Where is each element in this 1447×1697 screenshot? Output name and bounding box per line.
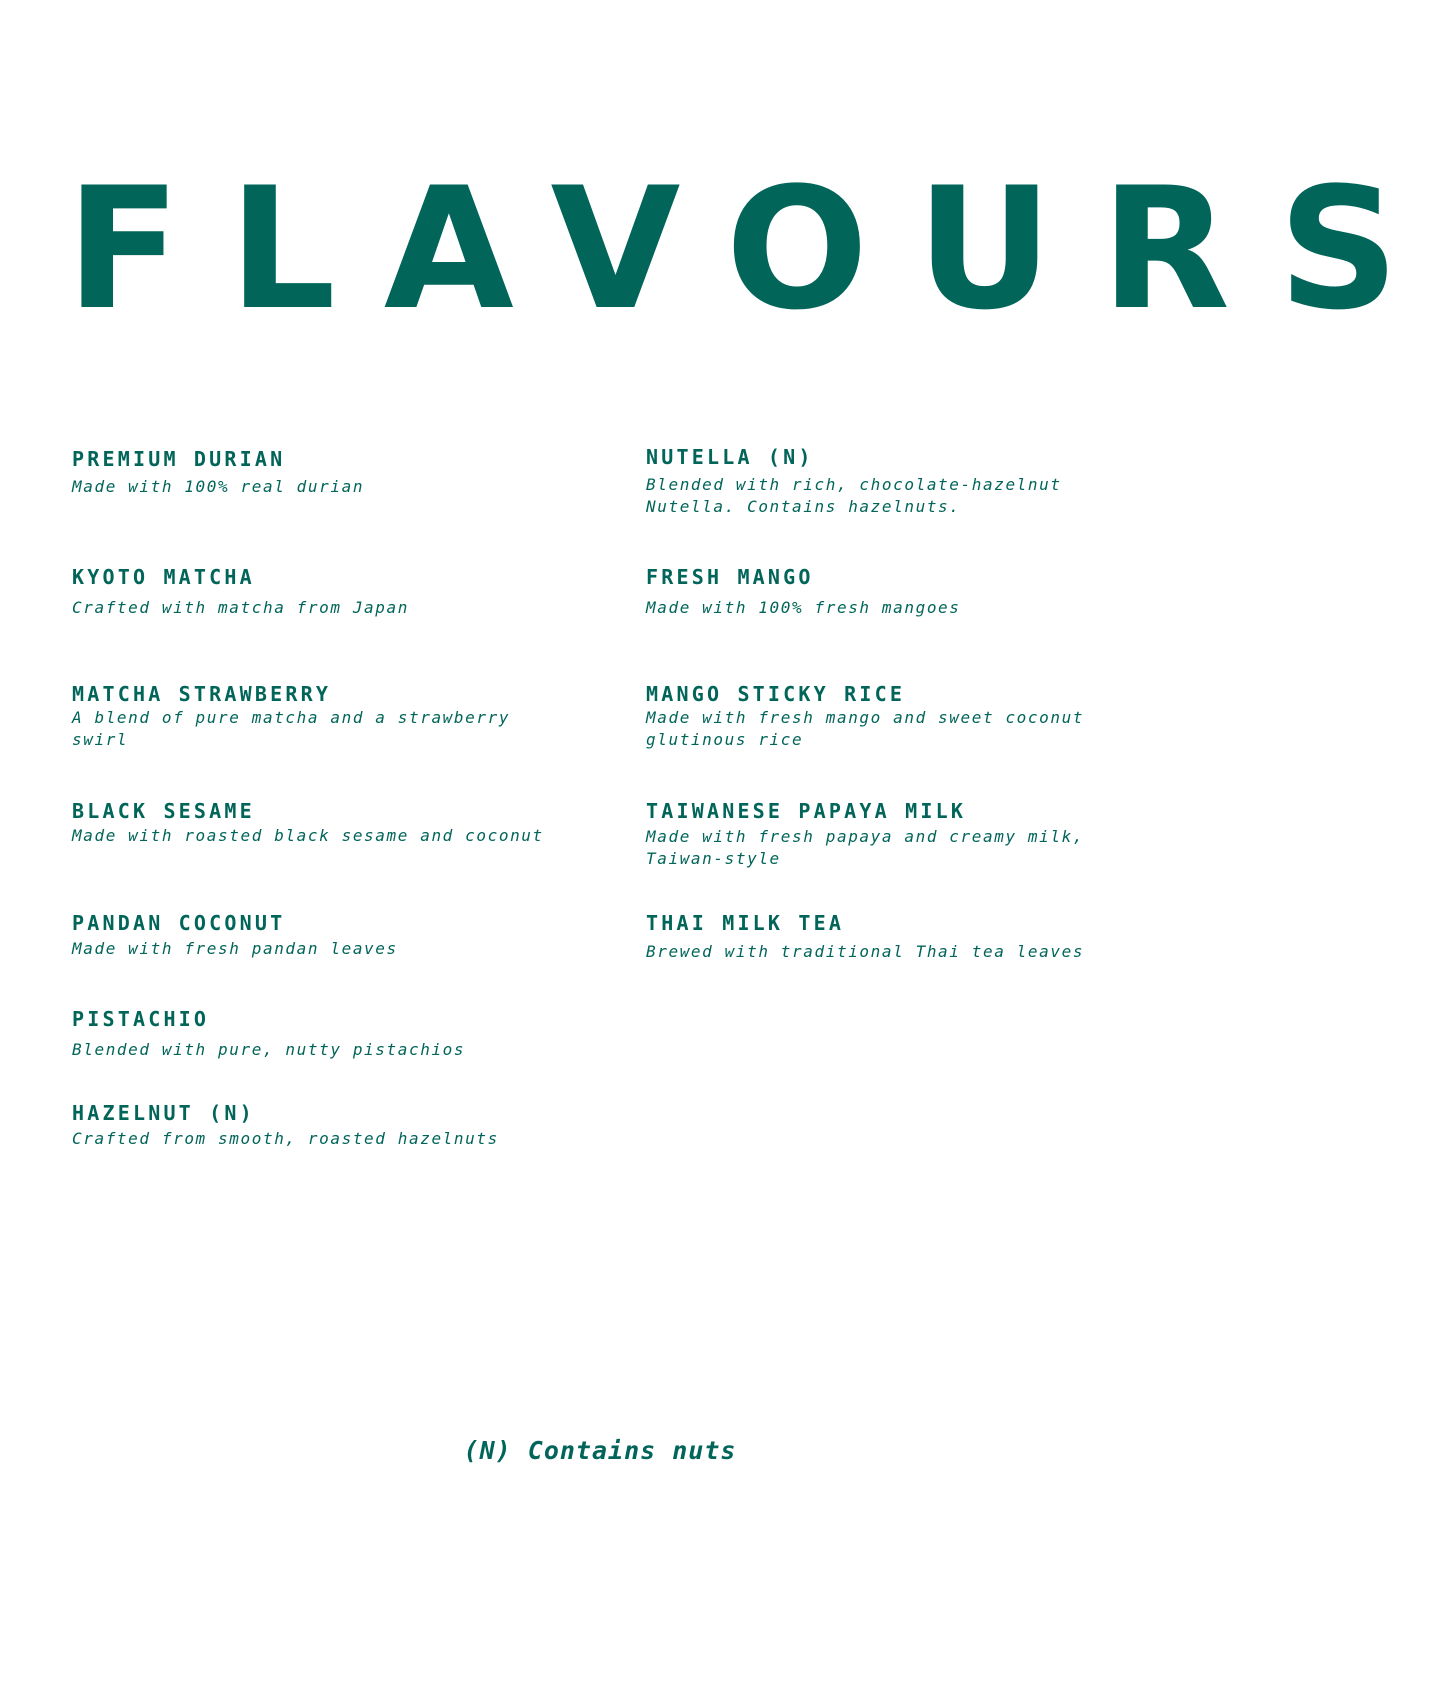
flavour-name: BLACK SESAME (72, 799, 255, 823)
flavour-item-fresh-mango (646, 565, 1146, 619)
flavour-name: HAZELNUT (N) (72, 1101, 255, 1125)
flavour-description: Made with 100% fresh mangoes (646, 598, 961, 617)
flavour-item-taiwanese-papaya-milk (646, 799, 1086, 870)
flavour-item-pandan-coconut (72, 911, 572, 960)
flavour-description: Crafted from smooth, roasted hazelnuts (72, 1129, 499, 1148)
flavour-name: MANGO STICKY RICE (646, 682, 906, 706)
flavour-name: PREMIUM DURIAN (72, 447, 286, 471)
flavour-description: Made with 100% real durian (72, 477, 365, 496)
flavour-name: MATCHA STRAWBERRY (72, 682, 332, 706)
page-title: FLAVOURS (66, 151, 1447, 347)
flavour-name: TAIWANESE PAPAYA MILK (646, 799, 967, 823)
flavour-description: Made with roasted black sesame and coconut (72, 826, 544, 845)
nut-allergy-footnote: (N) Contains nuts (463, 1436, 737, 1465)
flavour-description: Crafted with matcha from Japan (72, 598, 409, 617)
flavour-name: KYOTO MATCHA (72, 565, 255, 589)
flavour-item-matcha-strawberry (72, 682, 512, 751)
flavour-description: Made with fresh mango and sweet coconut glutinous rice (646, 708, 1085, 749)
flavour-description: A blend of pure matcha and a strawberry swirl (72, 708, 511, 749)
flavour-description: Made with fresh pandan leaves (72, 939, 398, 958)
flavour-item-thai-milk-tea (646, 911, 1106, 963)
flavour-item-mango-sticky-rice (646, 682, 1086, 751)
flavour-name: FRESH MANGO (646, 565, 814, 589)
flavour-description: Blended with pure, nutty pistachios (72, 1040, 466, 1059)
flavour-name: PANDAN COCONUT (72, 911, 286, 935)
flavour-description: Blended with rich, chocolate-hazelnut Nutella. Contains hazelnuts. (646, 475, 1062, 516)
flavour-name: PISTACHIO (72, 1007, 210, 1031)
flavour-item-kyoto-matcha (72, 565, 572, 619)
flavour-name: NUTELLA (N) (646, 445, 814, 469)
flavour-item-nutella (646, 445, 1086, 518)
flavour-item-premium-durian (72, 447, 572, 498)
flavour-item-black-sesame (72, 799, 592, 847)
flavour-description: Made with fresh papaya and creamy milk, Taiwan-style (646, 827, 1085, 868)
flavour-item-hazelnut (72, 1101, 572, 1150)
flavour-name: THAI MILK TEA (646, 911, 845, 935)
flavour-item-pistachio (72, 1007, 572, 1061)
flavour-description: Brewed with traditional Thai tea leaves (646, 942, 1085, 961)
